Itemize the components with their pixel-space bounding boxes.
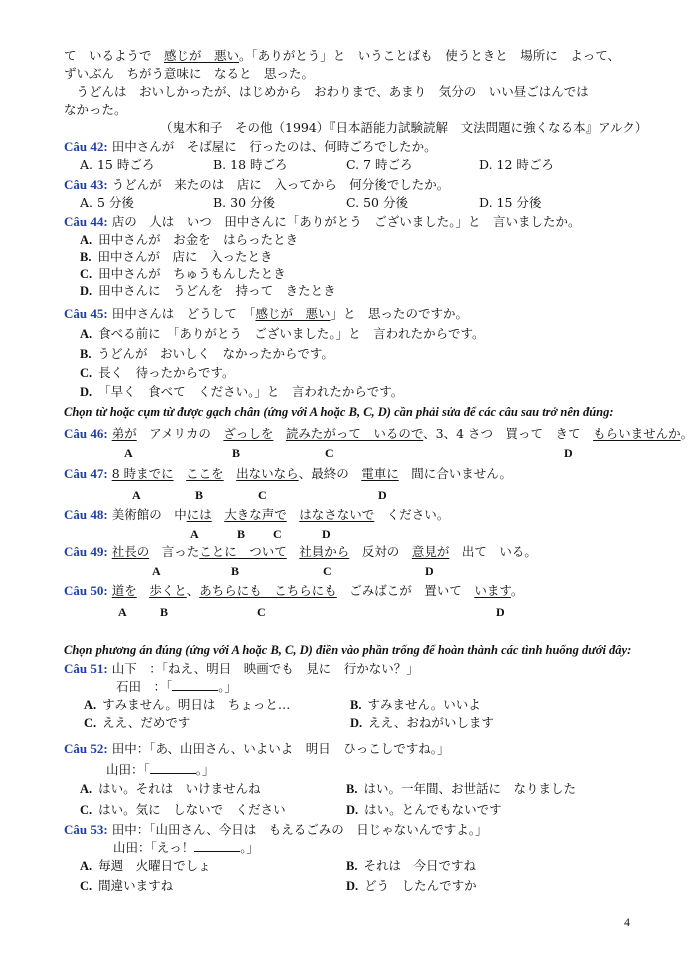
option-52-d[interactable]: D. はい。とんでもないです [346, 802, 502, 817]
choice-47-a[interactable]: A [132, 488, 141, 502]
option-44-c[interactable]: C. 田中さんが ちゅうもんしたとき [80, 266, 286, 281]
option-44-d[interactable]: D. 田中さんに うどんを 持って きたとき [80, 283, 336, 298]
question-42: Câu 42: 田中さんが そば屋に 行ったのは、何時ごろでしたか。 [64, 139, 437, 154]
passage-line-1: て いるようで 感じが 悪い。「ありがとう」と いうことばも 使うときと 場所に よって、 [64, 48, 621, 63]
option-45-c[interactable]: C. 長く 待ったからです。 [80, 365, 235, 380]
option-45-a[interactable]: A. 食べる前に 「ありがとう ございました。」と 言われたからです。 [80, 326, 485, 341]
option-42-c[interactable]: C. 7 時ごろ [346, 157, 413, 172]
blank-52 [150, 763, 196, 774]
question-49: Câu 49: 社長の 言ったことに ついて 社員から 反対の 意見が 出て いる。 [64, 544, 537, 559]
choice-47-c[interactable]: C [258, 488, 267, 502]
blank-53 [194, 841, 240, 852]
option-43-d[interactable]: D. 15 分後 [479, 195, 542, 210]
choice-49-a[interactable]: A [152, 564, 161, 578]
passage-line-2: ずいぶん ちがう意味に なると 思った。 [64, 66, 315, 81]
question-43: Câu 43: うどんが 来たのは 店に 入ってから 何分後でしたか。 [64, 177, 450, 192]
choice-46-b[interactable]: B [232, 446, 241, 460]
option-44-a[interactable]: A. 田中さんが お金を はらったとき [80, 232, 299, 247]
option-42-b[interactable]: B. 18 時ごろ [213, 157, 288, 172]
choice-47-b[interactable]: B [195, 488, 204, 502]
question-50: Câu 50: 道を 歩くと、あちらにも こちらにも ごみばこが 置いて います。 [64, 583, 524, 598]
option-45-b[interactable]: B. うどんが おいしく なかったからです。 [80, 346, 334, 361]
choice-48-c[interactable]: C [273, 527, 282, 541]
question-46: Câu 46: 弟が アメリカの ざっしを 読みたがって いるので、3、4 さつ 買って きて もらいませんか。 [64, 426, 693, 441]
section-instruction-error: Chọn từ hoặc cụm từ được gạch chân (ứng với A hoặc B, C, D) cần phải sửa để các câu sau trở nên đúng: [64, 405, 614, 419]
option-53-d[interactable]: D. どう したんですか [346, 878, 477, 893]
question-48: Câu 48: 美術館の 中には 大きな声で はなさないで ください。 [64, 507, 450, 522]
choice-47-d[interactable]: D [378, 488, 387, 502]
option-51-a[interactable]: A. すみません。明日は ちょっと… [84, 697, 291, 712]
choice-48-d[interactable]: D [322, 527, 331, 541]
option-42-d[interactable]: D. 12 時ごろ [479, 157, 554, 172]
option-53-b[interactable]: B. それは 今日ですね [346, 858, 476, 873]
option-52-a[interactable]: A. はい。それは いけませんね [80, 781, 261, 796]
dialog-51-reply: 石田 ：「 。」 [116, 679, 238, 694]
choice-46-a[interactable]: A [124, 446, 133, 460]
option-43-a[interactable]: A. 5 分後 [80, 195, 134, 210]
option-43-c[interactable]: C. 50 分後 [346, 195, 408, 210]
passage-line-4: なかった。 [64, 102, 127, 117]
choice-50-b[interactable]: B [160, 605, 169, 619]
choice-49-b[interactable]: B [231, 564, 240, 578]
question-53: Câu 53: 田中：「山田さん、今日は もえるごみの 日じゃないんですよ。」 [64, 822, 488, 837]
choice-48-a[interactable]: A [190, 527, 199, 541]
option-51-c[interactable]: C. ええ、だめです [84, 715, 191, 730]
passage-line-3: うどんは おいしかったが、はじめから おわりまで、あまり 気分の いい昼ごはんでは [64, 84, 589, 99]
section-instruction-fill: Chọn phương án đúng (ứng với A hoặc B, C, D) điền vào phần trống để hoàn thành các tình huống dưới đây: [64, 643, 632, 657]
option-45-d[interactable]: D. 「早く 食べて ください。」と 言われたからです。 [80, 384, 404, 399]
page-number: 4 [624, 915, 630, 929]
dialog-52-reply: 山田：「 。」 [106, 762, 215, 777]
question-47: Câu 47: 8 時までに ここを 出ないなら、最終の 電車に 間に合いません。 [64, 466, 513, 481]
question-52: Câu 52: 田中：「あ、山田さん、いよいよ 明日 ひっこしですね。」 [64, 741, 450, 756]
choice-46-d[interactable]: D [564, 446, 573, 460]
choice-49-d[interactable]: D [425, 564, 434, 578]
option-43-b[interactable]: B. 30 分後 [213, 195, 276, 210]
choice-50-c[interactable]: C [257, 605, 266, 619]
option-53-c[interactable]: C. 間違いますね [80, 878, 174, 893]
option-44-b[interactable]: B. 田中さんが 店に 入ったとき [80, 249, 273, 264]
option-53-a[interactable]: A. 毎週 火曜日でしょ [80, 858, 211, 873]
choice-50-d[interactable]: D [496, 605, 505, 619]
question-44: Câu 44: 店の 人は いつ 田中さんに「ありがとう ございました。」と 言いましたか。 [64, 214, 581, 229]
question-45: Câu 45: 田中さんは どうして 「感じが 悪い」と 思ったのですか。 [64, 306, 468, 321]
choice-46-c[interactable]: C [325, 446, 334, 460]
option-51-b[interactable]: B. すみません。いいよ [350, 697, 481, 712]
dialog-53-reply: 山田：「えっ！ 。」 [113, 840, 260, 855]
choice-50-a[interactable]: A [118, 605, 127, 619]
choice-48-b[interactable]: B [237, 527, 246, 541]
option-42-a[interactable]: A. 15 時ごろ [80, 157, 155, 172]
question-51: Câu 51: 山下 ：「ねえ、明日 映画でも 見に 行かない？」 [64, 661, 419, 676]
option-51-d[interactable]: D. ええ、おねがいします [350, 715, 494, 730]
blank-51 [172, 680, 218, 691]
option-52-c[interactable]: C. はい。気に しないで ください [80, 802, 286, 817]
choice-49-c[interactable]: C [323, 564, 332, 578]
option-52-b[interactable]: B. はい。一年間、お世話に なりました [346, 781, 576, 796]
passage-source: （鬼木和子 その他（1994）『日本語能力試験読解 文法問題に強くなる本』アルク） [160, 120, 648, 135]
